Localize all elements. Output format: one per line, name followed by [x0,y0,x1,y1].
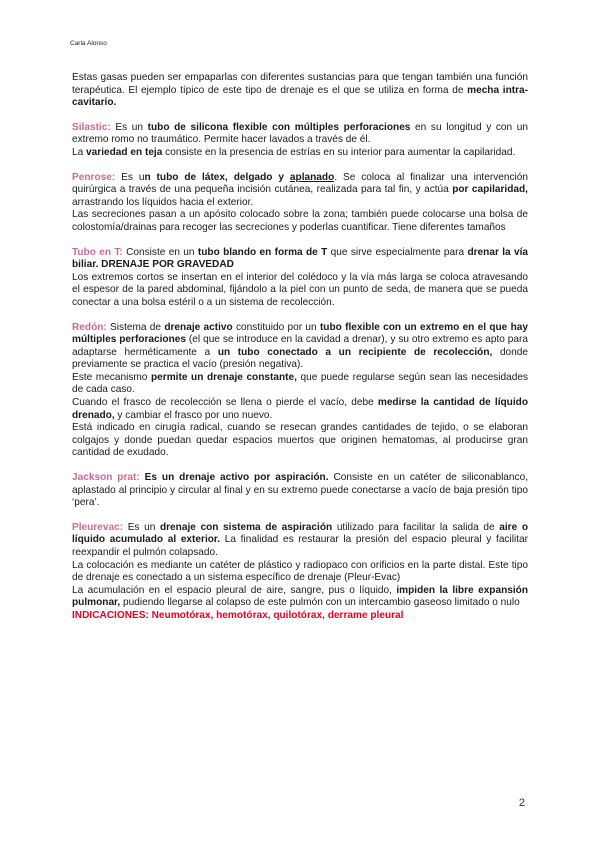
silastic-text: Es un [110,121,148,133]
redon-text: Cuando el frasco de recolección se llena o pierde el vacío, debe [72,397,378,409]
redon-bold: un tubo conectado a un recipiente de recolección, [217,346,493,358]
jackson-text: Consiste en un catéter de siliconablanco, aplastado al principio y circular al final y en su extremo puede conectarse a vacío de baja presión tipo ‘pera’. [72,472,528,509]
pleurevac-section [72,522,528,623]
redon-text: donde previamente se practica el vacío (presión negativa). [72,346,529,371]
penrose-paragraph-1 [72,172,528,210]
tubo-t-term: Tubo en T: [72,246,123,258]
jackson-paragraph-1 [72,472,528,510]
silastic-section [72,122,528,160]
silastic-text: en su longitud y con un extremo romo no traumático. Permite hacer lavados a través de él. [72,121,528,146]
tubo-t-paragraph-2: Los extremos cortos se insertan en el interior del colédoco y la vía más larga se coloca atravesando el espesor de la pared abdominal, fijándolo a la piel con un punto de seda, de manera que se pueda conectar a una bolsa estéril o a un sistema de recolección. [72,271,528,308]
penrose-term: Penrose: [72,171,116,183]
silastic-text: consiste en la presencia de estrías en su interior para aumentar la capilaridad. [162,146,516,158]
penrose-underlined: aplanado [289,171,335,183]
intro-section [72,72,528,110]
redon-text: y cambiar el frasco por uno nuevo. [114,409,273,421]
redon-paragraph-3 [72,397,528,422]
redon-bold: drenaje activo [164,321,233,333]
page-number: 2 [518,797,525,809]
silastic-paragraph-1 [72,122,528,147]
redon-text: que puede regularse según sean las necesidades de cada caso. [72,371,528,396]
redon-text: constituido por un [232,321,320,333]
penrose-text: arrastrando los líquidos hacia el exterior. [72,196,254,208]
intro-paragraph [72,72,528,110]
intro-bold: mecha intra-cavitario. [72,84,528,109]
redon-bold: tubo flexible con un extremo en el que hay múltiples perforaciones [72,321,528,346]
penrose-text: . Se coloca al finalizar una intervención quirúrgica a través de una pequeña incisión cutánea, realizada para tal fin, y actúa [72,171,529,196]
pleurevac-text: pudiendo llegarse al colapso de este pulmón con un intercambio gaseoso limitado o nulo [120,597,520,609]
redon-bold: medirse la cantidad de líquido drenado, [72,397,528,421]
penrose-section [72,172,528,235]
indicaciones-line: INDICACIONES: Neumotórax, hemotórax, quilotórax, derrame pleural [72,609,404,621]
silastic-text: La [72,146,87,158]
redon-text: Este mecanismo [72,371,151,383]
pleurevac-term: Pleurevac: [72,521,124,533]
silastic-bold: variedad en teja [86,146,163,158]
penrose-bold: n tubo de látex, delgado y [144,171,290,183]
pleurevac-bold: aire o líquido acumulado al exterior. [72,521,529,546]
penrose-text: Es u [115,171,145,183]
tubo-t-text: que sirve especialmente para [327,246,468,258]
tubo-t-paragraph-1 [72,247,528,272]
penrose-bold: por capilaridad, [452,184,528,196]
tubo-t-bold: tubo blando en forma de T [197,246,328,258]
redon-paragraph-2 [72,372,528,397]
tubo-t-bold: drenar la vía biliar. DRENAJE POR GRAVEDAD [72,246,528,271]
redon-text: Sistema de [106,321,165,333]
penrose-paragraph-2: Las secreciones pasan a un apósito colocado sobre la zona; también puede colocarse una bolsa de colostomía/drainas para recoger las secreciones y poderlas cuantificar. Tiene diferentes tamaños [72,209,528,233]
pleurevac-paragraph-2: La colocación es mediante un catéter de plástico y radiopaco con orificios en la parte distal. Este tipo de drenaje es conectado a un sistema específico de drenaje (Pleur-Evac) [72,559,528,584]
jackson-bold: Es un drenaje activo por aspiración. [144,472,329,484]
tubo-t-text: Consiste en un [122,246,198,258]
intro-text: Estas gasas pueden ser empaparlas con diferentes sustancias para que tengan también una función terapéutica. El ejemplo típico de este tipo de drenaje es el que se utiliza en forma de [72,72,528,96]
silastic-paragraph-2 [72,147,528,160]
pleurevac-text: La acumulación en el espacio pleural de aire, sangre, pus o líquido, [72,584,397,596]
document-body [72,72,528,635]
redon-bold: permite un drenaje constante, [150,371,297,383]
pleurevac-text: Es un [123,521,160,533]
jackson-section [72,472,528,510]
jackson-term: Jackson prat: [72,472,140,484]
pleurevac-text: La finalidad es restaurar la presión del espacio pleural y facilitar reexpandir el pulmón colapsado. [72,534,528,558]
pleurevac-text: utilizado para facilitar la salida de [332,521,500,533]
pleurevac-paragraph-1 [72,522,528,560]
redon-term: Redón: [72,321,107,333]
redon-text: (el que se introduce en la cavidad a drenar), y su otro extremo es apto para adaptarse herméticamente a [72,334,528,358]
silastic-bold: tubo de silicona flexible con múltiples perforaciones [147,121,411,133]
pleurevac-bold: drenaje con sistema de aspiración [159,521,333,533]
author-name: Carla Alonso [70,40,107,47]
redon-section [72,322,528,461]
redon-paragraph-1 [72,322,528,372]
pleurevac-paragraph-3 [72,585,528,610]
silastic-term: Silastic: [72,121,111,133]
pleurevac-bold: impiden la libre expansión pulmonar, [72,584,528,609]
redon-paragraph-4: Está indicado en cirugía radical, cuando se resecan grandes cantidades de tejido, o se elaboran colgajos y donde puedan quedar espacios muertos que originen hematomas, al producirse gran cantidad de exudado. [72,422,528,459]
tubo-t-section [72,247,528,310]
